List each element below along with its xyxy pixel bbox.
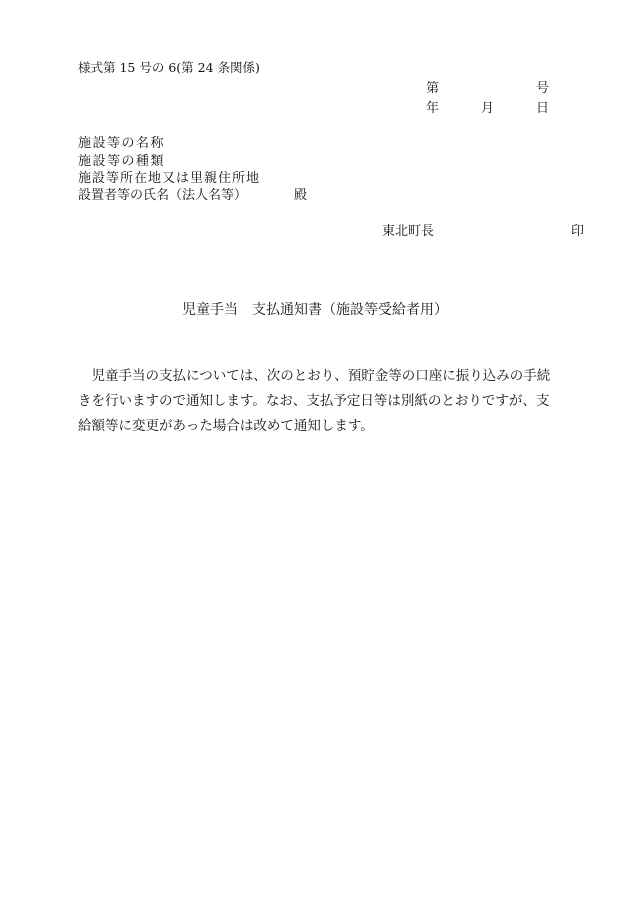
date-month: 月 <box>481 101 495 116</box>
seal-mark: 印 <box>571 224 585 239</box>
honorific: 殿 <box>294 188 308 203</box>
document-number-suffix: 号 <box>536 81 550 96</box>
body-line: 児童手当の支払については、次のとおり、預貯金等の口座に振り込みの手続 <box>78 368 551 384</box>
form-number: 様式第 15 号の 6(第 24 条関係) <box>78 60 260 75</box>
date-day: 日 <box>536 101 550 116</box>
document-title: 児童手当 支払通知書（施設等受給者用） <box>182 302 448 318</box>
facility-name-label: 施設等の名称 <box>78 136 166 151</box>
facility-type-label: 施設等の種類 <box>78 154 166 169</box>
issuer-name: 東北町長 <box>382 224 435 239</box>
body-line: 給額等に変更があった場合は改めて通知します。 <box>78 418 374 434</box>
date-year: 年 <box>426 101 440 116</box>
body-line: きを行いますので通知します。なお、支払予定日等は別紙のとおりですが、支 <box>78 393 550 409</box>
body-text <box>78 364 558 439</box>
address-label: 施設等所在地又は里親住所地 <box>78 171 261 186</box>
document-number-prefix: 第 <box>426 81 440 96</box>
founder-name-label: 設置者等の氏名（法人名等） <box>78 188 248 203</box>
